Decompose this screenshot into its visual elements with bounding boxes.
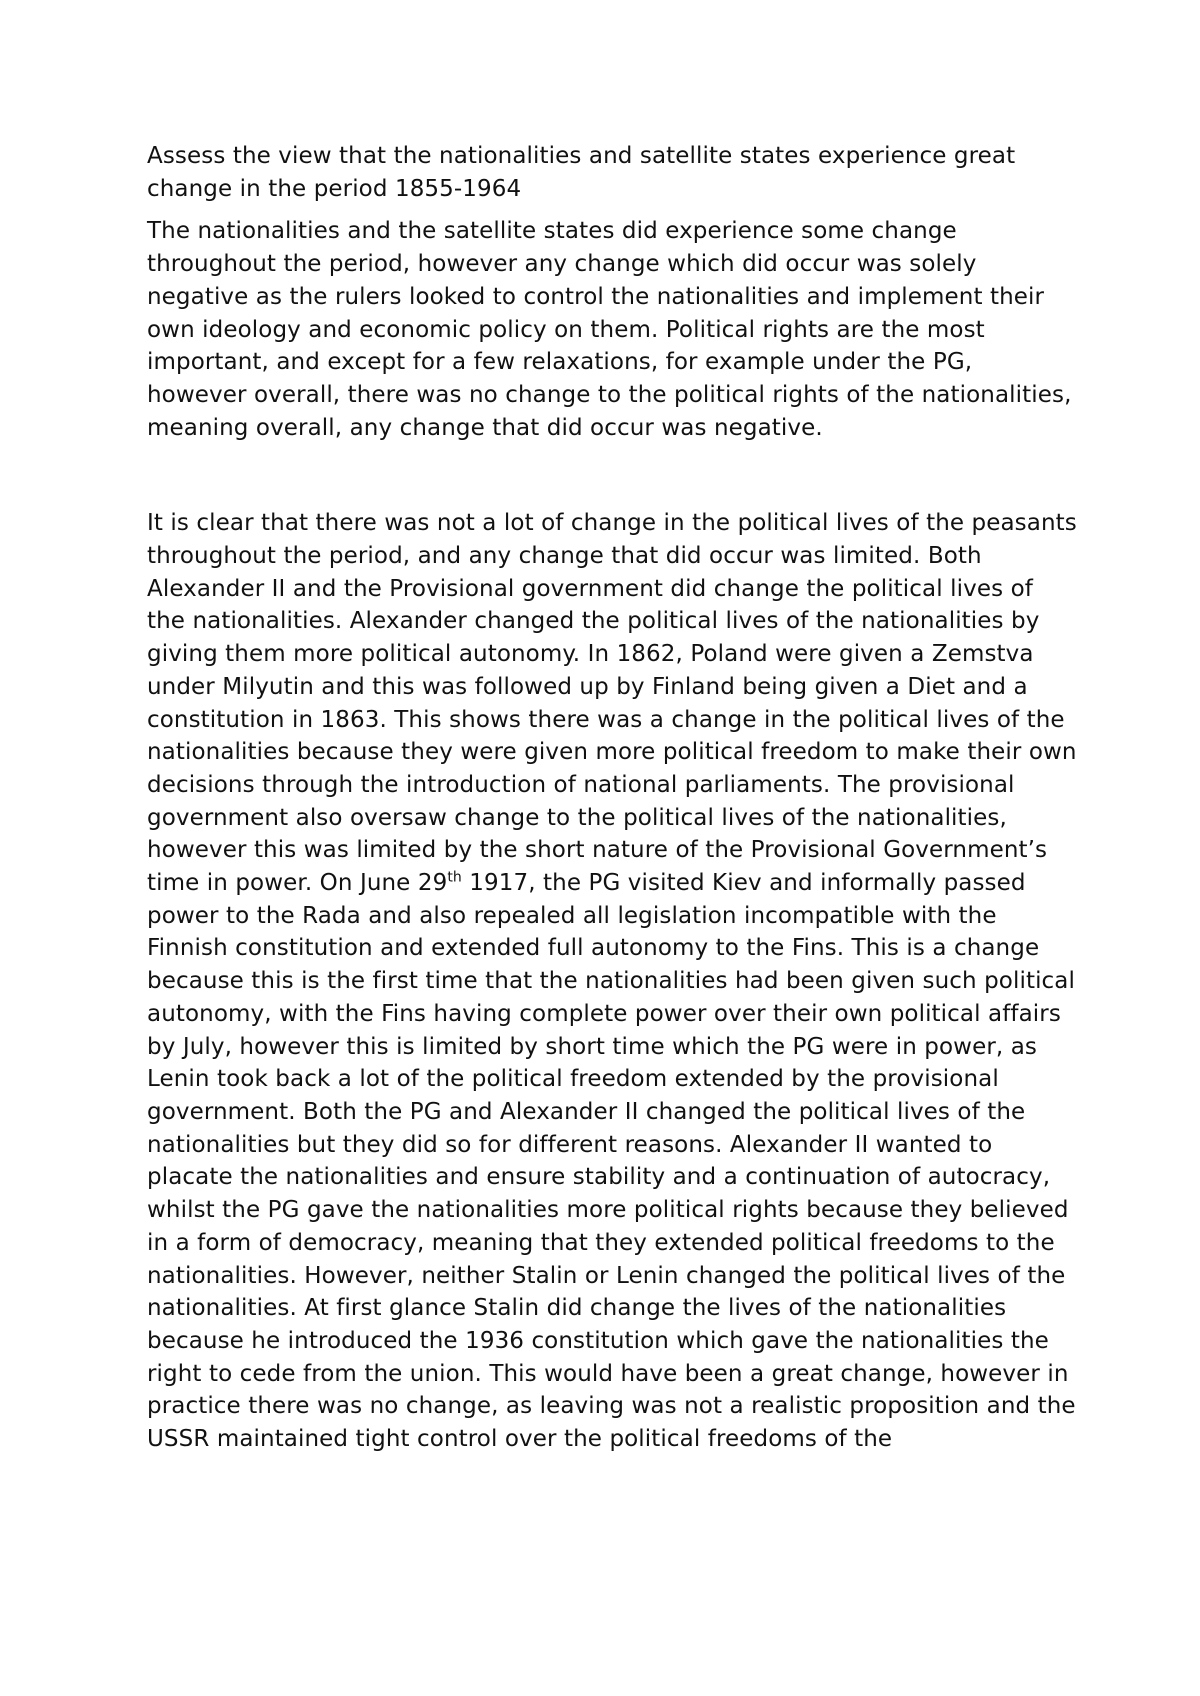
document-page xyxy=(147,140,1077,1456)
body-text-part2: 1917, the PG visited Kiev and informally passed power to the Rada and also repealed all legislation incompatible with the Finnish constitution and extended full autonomy to the Fins. This is a change because this is the first time that the nationalities had been given such political autonomy, with the Fins having complete power over their own political affairs by July, however this is limited by short time which the PG were in power, as Lenin took back a lot of the political freedom extended by the provisional government. Both the PG and Alexander II changed the political lives of the nationalities but they did so for different reasons. Alexander II wanted to placate the nationalities and ensure stability and a continuation of autocracy, whilst the PG gave the nationalities more political rights because they believed in a form of democracy, meaning that they extended political freedoms to the nationalities. However, neither Stalin or Lenin changed the political lives of the nationalities. At first glance Stalin did change the lives of the nationalities because he introduced the 1936 constitution which gave the nationalities the right to cede from the union. This would have been a great change, however in practice there was no change, as leaving was not a realistic proposition and the USSR maintained tight control over the political freedoms of the xyxy=(147,870,1076,1453)
ordinal-suffix: th xyxy=(447,869,462,886)
body-paragraph xyxy=(147,507,1077,1455)
intro-paragraph: The nationalities and the satellite states did experience some change throughout the period, however any change which did occur was solely negative as the rulers looked to control the nationalities and implement their own ideology and economic policy on them. Political rights are the most important, and except for a few relaxations, for example under the PG, however overall, there was no change to the political rights of the nationalities, meaning overall, any change that did occur was negative. xyxy=(147,218,1072,441)
body-text-part1: It is clear that there was not a lot of change in the political lives of the peasants throughout the period, and any change that did occur was limited. Both Alexander II and the Provisional government did change the political lives of the nationalities. Alexander changed the political lives of the nationalities by giving them more political autonomy. In 1862, Poland were given a Zemstva under Milyutin and this was followed up by Finland being given a Diet and a constitution in 1863. This shows there was a change in the political lives of the nationalities because they were given more political freedom to make their own decisions through the introduction of national parliaments. The provisional government also oversaw change to the political lives of the nationalities, however this was limited by the short nature of the Provisional Government’s time in power. On June 29 xyxy=(147,510,1077,897)
essay-question: Assess the view that the nationalities and satellite states experience great change in the period 1855-1964 xyxy=(147,143,1016,202)
